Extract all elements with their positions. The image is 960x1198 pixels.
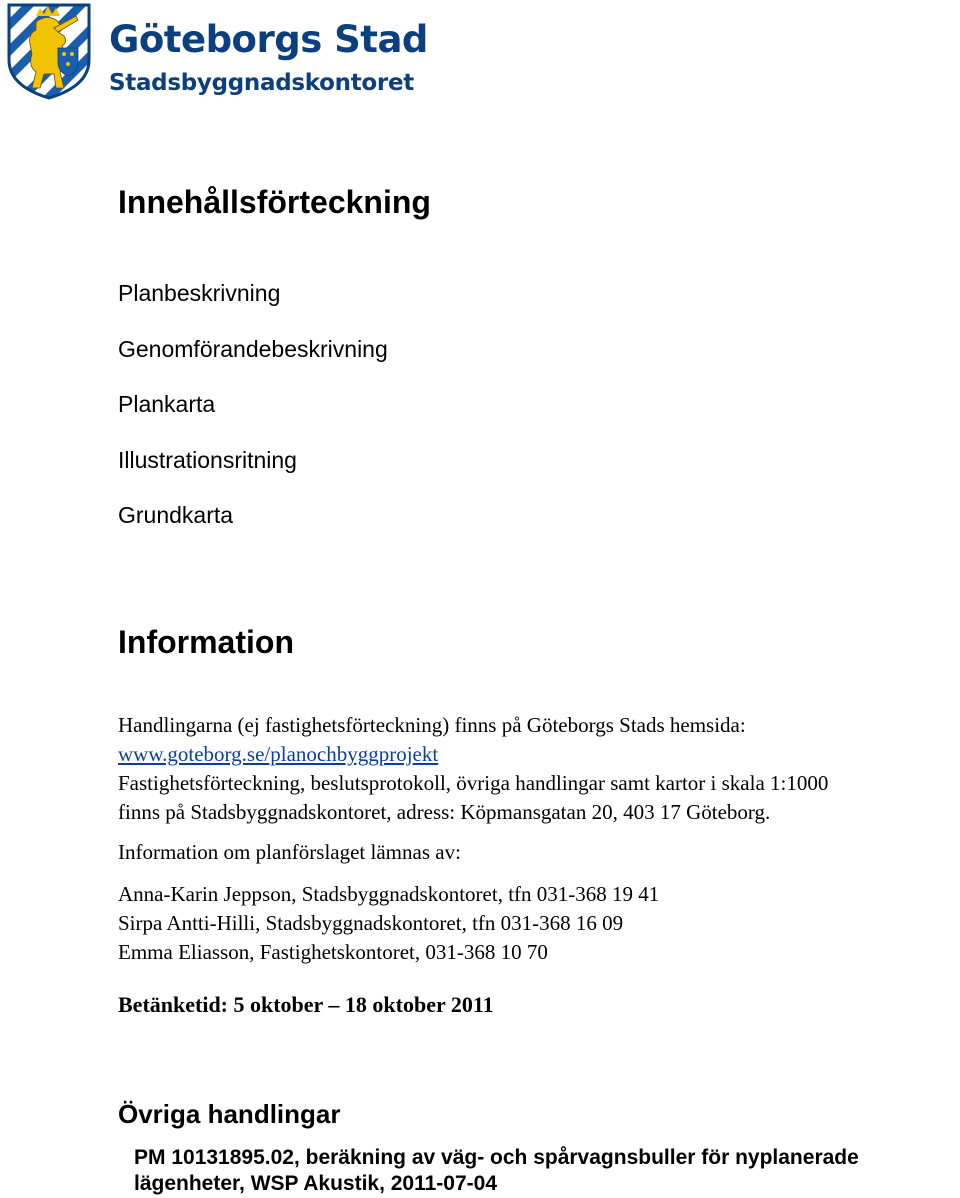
toc-item: Grundkarta	[118, 502, 234, 528]
toc-list	[118, 282, 388, 560]
contact-list	[118, 880, 659, 967]
toc-item: Genomförandebeskrivning	[118, 335, 388, 362]
website-link[interactable]: www.goteborg.se/planochbyggprojekt	[118, 742, 439, 766]
toc-item: Plankarta	[118, 391, 216, 417]
toc-item: Illustrationsritning	[118, 446, 297, 473]
contact-item: Anna-Karin Jeppson, Stadsbyggnadskontoret, tfn 031-368 19 41	[118, 882, 660, 906]
review-period: Betänketid: 5 oktober – 18 oktober 2011	[118, 992, 494, 1017]
other-document-item: PM 10131895.02, beräkning av väg- och spårvagnsbuller för nyplanerade lägenheter, WSP Akustik, 2011-07-04	[134, 1146, 859, 1195]
header-logo	[6, 2, 446, 102]
toc-item: Planbeskrivning	[118, 280, 281, 306]
info-line: Handlingarna (ej fastighetsförteckning) finns på Göteborgs Stads hemsida:	[118, 713, 746, 737]
information-paragraph	[118, 711, 828, 827]
contact-intro: Information om planförslaget lämnas av:	[118, 840, 461, 864]
other-documents-title: Övriga handlingar	[118, 1099, 341, 1129]
information-title: Information	[118, 624, 294, 660]
contact-item: Emma Eliasson, Fastighetskontoret, 031-368 10 70	[118, 940, 548, 964]
toc-title: Innehållsförteckning	[118, 184, 431, 220]
info-line: finns på Stadsbyggnadskontoret, adress: Köpmansgatan 20, 403 17 Göteborg.	[118, 800, 771, 824]
info-line: Fastighetsförteckning, beslutsprotokoll, övriga handlingar samt kartor i skala 1:1000	[118, 771, 829, 795]
dept-name: Stadsbyggnadskontoret	[109, 70, 414, 96]
gothenburg-coat-of-arms-icon	[6, 2, 92, 100]
contact-item: Sirpa Antti-Hilli, Stadsbyggnadskontoret, tfn 031-368 16 09	[118, 911, 624, 935]
org-name: Göteborgs Stad	[109, 18, 428, 61]
